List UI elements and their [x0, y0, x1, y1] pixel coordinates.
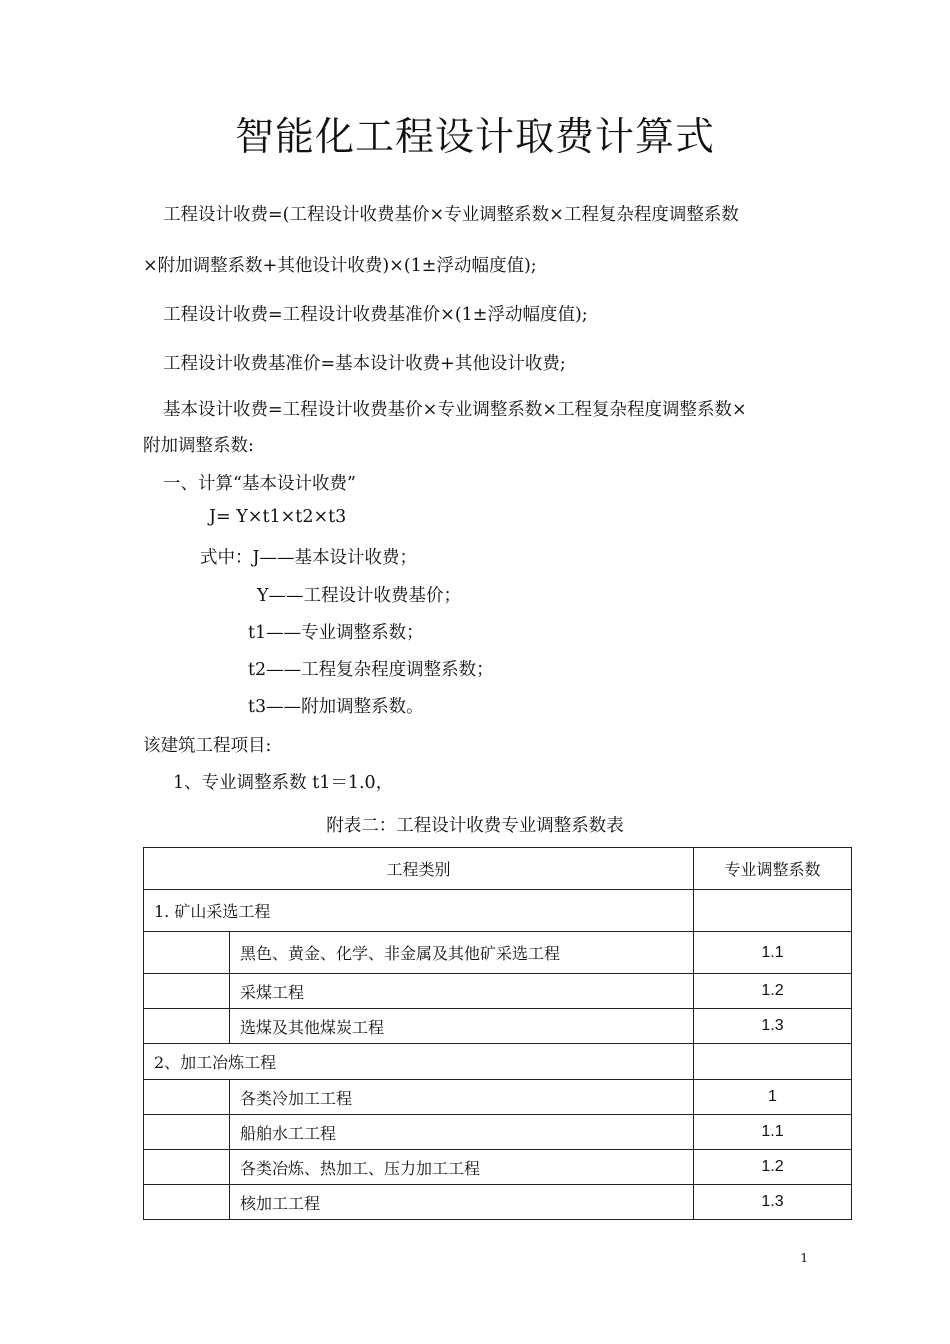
indent-cell	[144, 932, 230, 974]
group-1-factor-empty	[694, 890, 852, 932]
header-category: 工程类别	[144, 848, 694, 890]
table-row	[144, 1080, 852, 1115]
definition-t1: t1——专业调整系数；	[248, 623, 424, 643]
indent-cell	[144, 1150, 230, 1185]
definition-J: 式中：J——基本设计收费；	[200, 548, 418, 568]
row-name: 船舶水工工程	[230, 1115, 694, 1150]
formula-1-line-1: 工程设计收费=(工程设计收费基价×专业调整系数×工程复杂程度调整系数	[163, 205, 739, 225]
row-factor: 1.2	[694, 1150, 852, 1185]
formula-2: 工程设计收费=工程设计收费基准价×(1±浮动幅度值);	[163, 305, 588, 325]
formula-1-line-2: ×附加调整系数+其他设计收费)×(1±浮动幅度值);	[143, 256, 537, 276]
adjustment-factor-table	[143, 847, 852, 1220]
formula-4-line-1: 基本设计收费=工程设计收费基价×专业调整系数×工程复杂程度调整系数×	[163, 400, 747, 420]
row-name: 选煤及其他煤炭工程	[230, 1009, 694, 1044]
page-title: 智能化工程设计取费计算式	[234, 115, 715, 160]
definition-Y: Y——工程设计收费基价；	[257, 586, 462, 606]
row-name: 各类冶炼、热加工、压力加工工程	[230, 1150, 694, 1185]
formula-4-line-2: 附加调整系数:	[143, 436, 254, 456]
item-1: 1、专业调整系数 t1＝1.0，	[173, 773, 394, 793]
indent-cell	[144, 1185, 230, 1220]
table-caption: 附表二：工程设计收费专业调整系数表	[326, 816, 624, 836]
table-row	[144, 1115, 852, 1150]
section-1-heading: 一、计算“基本设计收费”	[163, 474, 356, 494]
table-row	[144, 932, 852, 974]
row-factor: 1.1	[694, 932, 852, 974]
table-group-row	[144, 890, 852, 932]
row-factor: 1	[694, 1080, 852, 1115]
table-header-row	[144, 848, 852, 890]
indent-cell	[144, 974, 230, 1009]
formula-3: 工程设计收费基准价=基本设计收费+其他设计收费;	[163, 354, 566, 374]
group-1-label: 1. 矿山采选工程	[144, 890, 694, 932]
table-row	[144, 1009, 852, 1044]
row-factor: 1.1	[694, 1115, 852, 1150]
definition-t2: t2——工程复杂程度调整系数；	[248, 660, 494, 680]
row-name: 核加工工程	[230, 1185, 694, 1220]
equation: J= Y×t1×t2×t3	[209, 507, 347, 527]
indent-cell	[144, 1115, 230, 1150]
row-factor: 1.3	[694, 1185, 852, 1220]
table-row	[144, 974, 852, 1009]
row-factor: 1.2	[694, 974, 852, 1009]
definition-t3: t3——附加调整系数。	[248, 697, 424, 717]
project-label: 该建筑工程项目:	[143, 736, 272, 756]
group-2-factor-empty	[694, 1044, 852, 1080]
row-name: 各类冷加工工程	[230, 1080, 694, 1115]
table-group-row	[144, 1044, 852, 1080]
page-number: 1	[800, 1251, 808, 1265]
row-factor: 1.3	[694, 1009, 852, 1044]
indent-cell	[144, 1080, 230, 1115]
table-row	[144, 1185, 852, 1220]
row-name: 采煤工程	[230, 974, 694, 1009]
indent-cell	[144, 1009, 230, 1044]
table-row	[144, 1150, 852, 1185]
row-name: 黑色、黄金、化学、非金属及其他矿采选工程	[230, 932, 694, 974]
header-factor: 专业调整系数	[694, 848, 852, 890]
group-2-label: 2、加工冶炼工程	[144, 1044, 694, 1080]
